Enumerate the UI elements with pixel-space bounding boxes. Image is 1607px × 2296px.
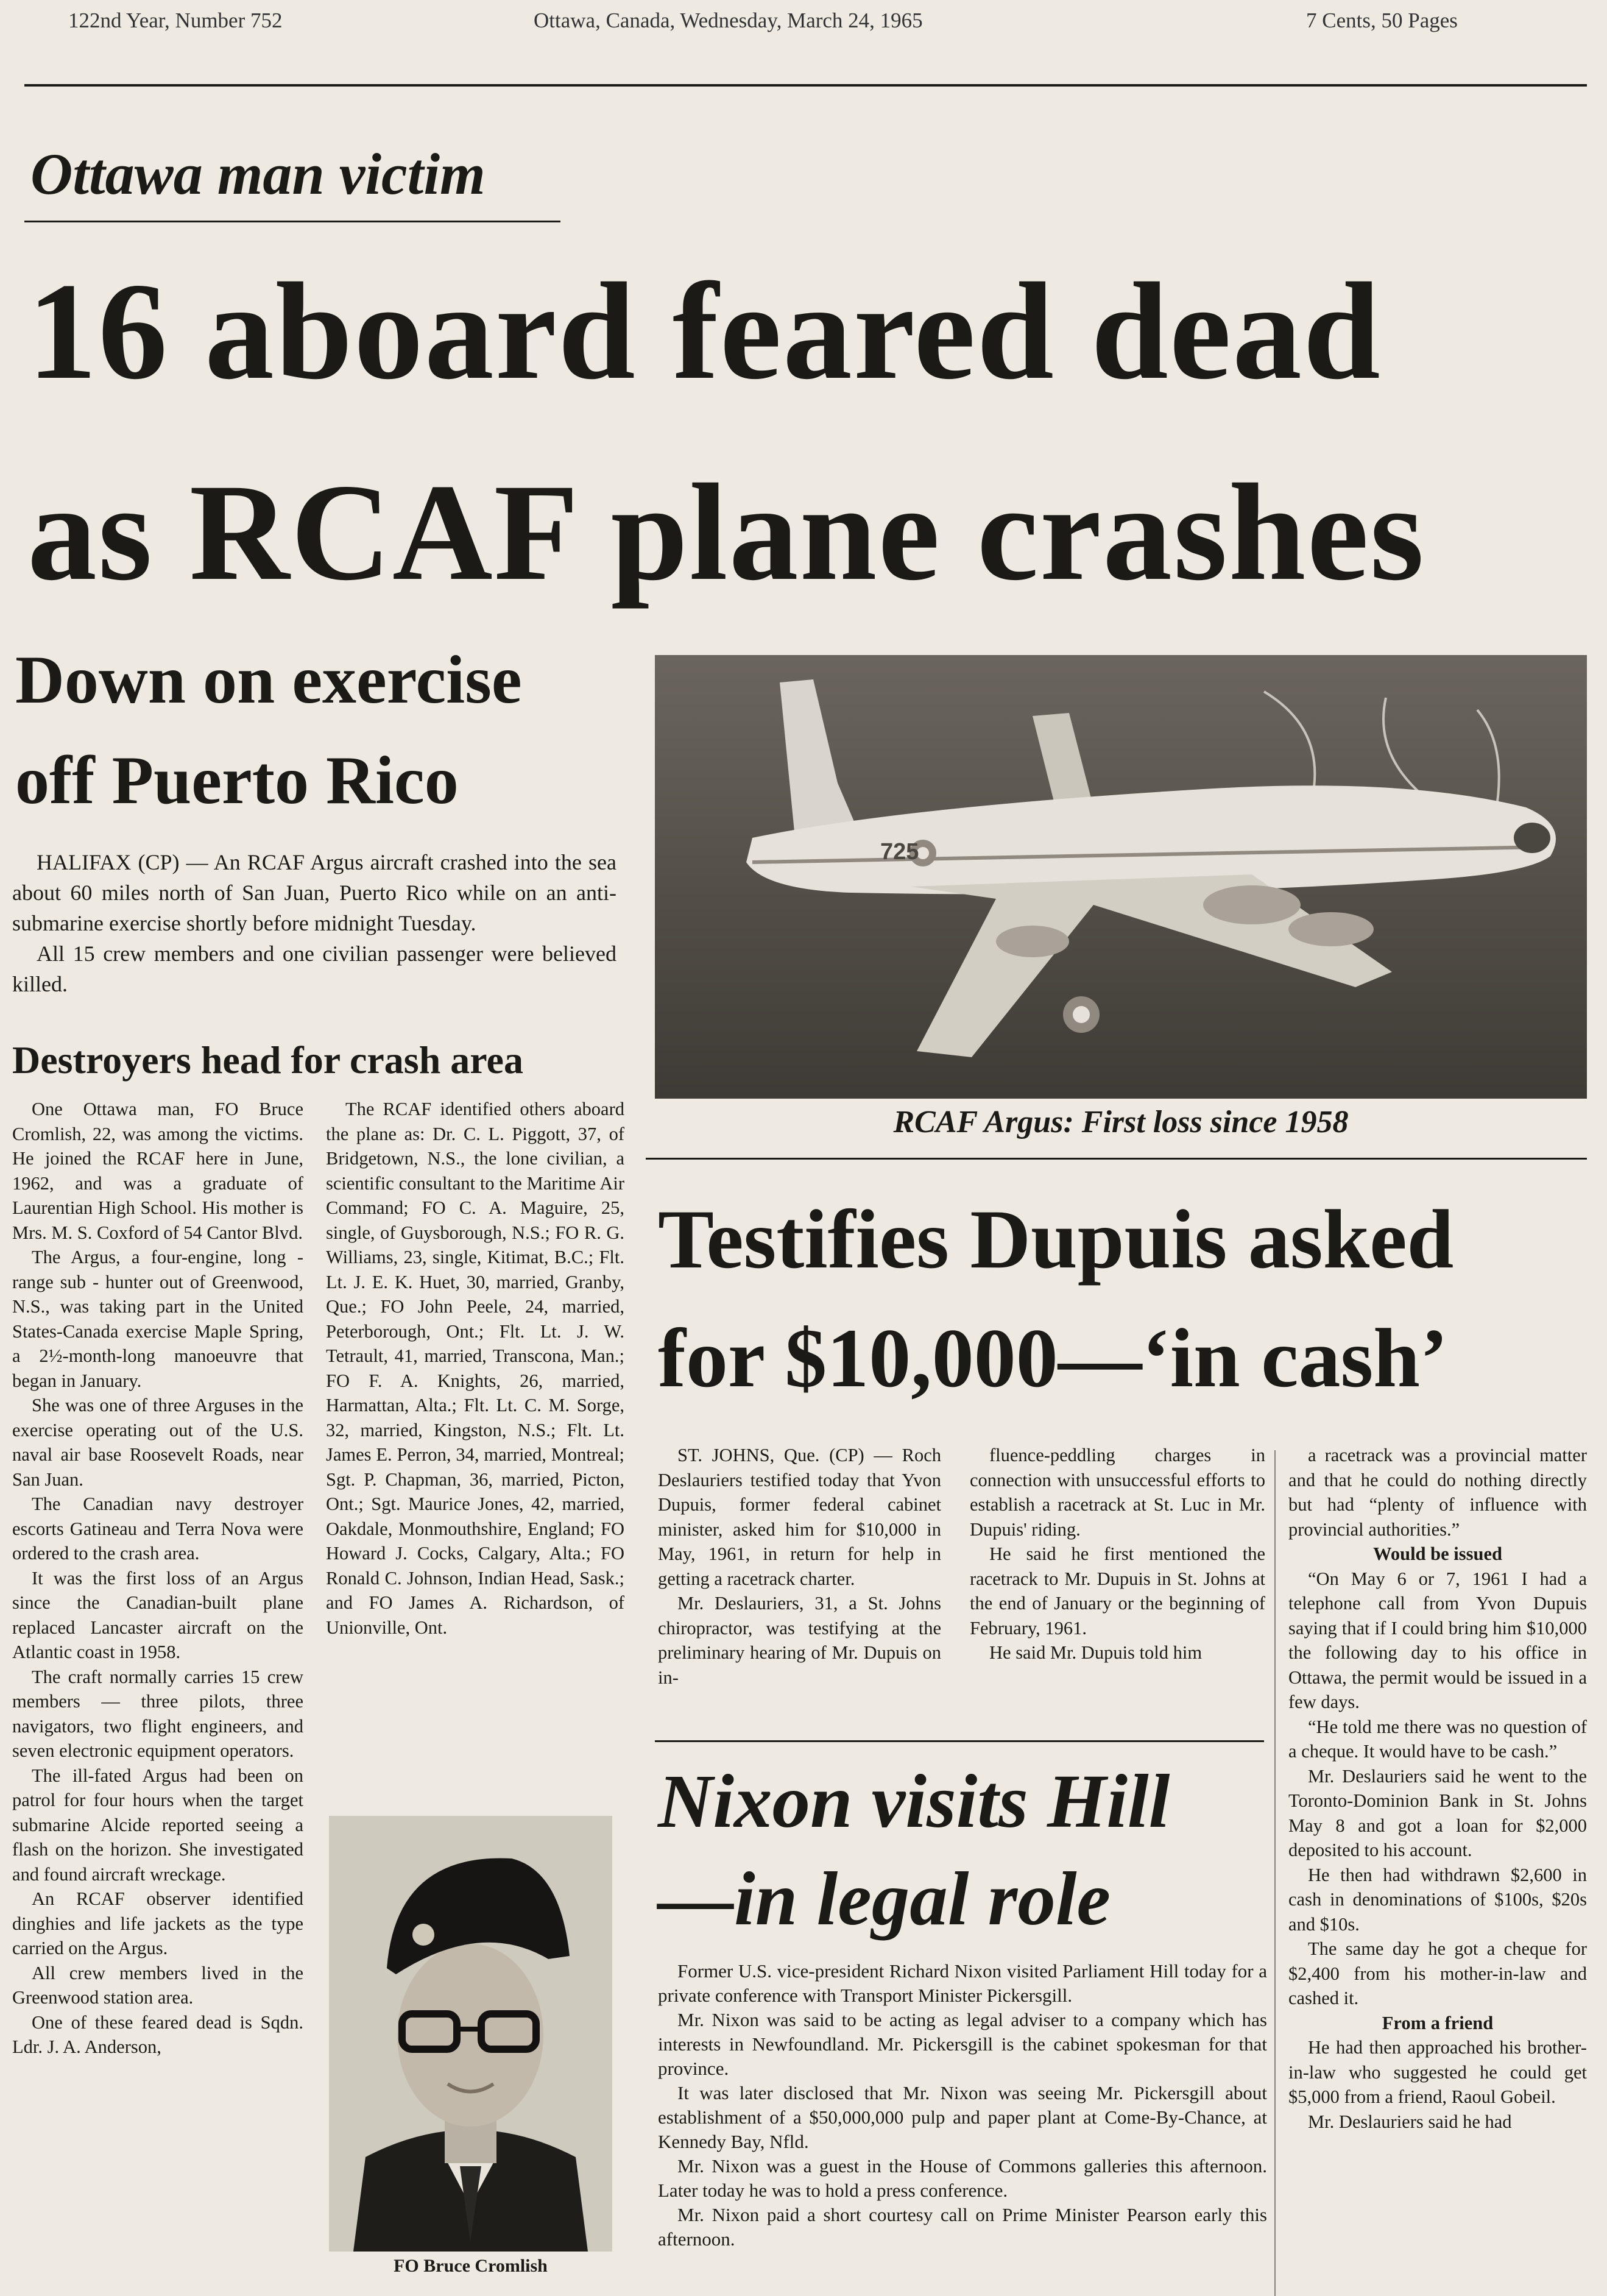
aircraft-image	[655, 655, 1587, 1099]
article-paragraph: ST. JOHNS, Que. (CP) — Roch Deslauriers testified today that Yvon Dupuis, former federal cabinet minister, asked him for $10,000 in May, 1961, in return for help in getting a racetrack charter.	[658, 1445, 941, 1589]
article-paragraph: An RCAF observer identified dinghies and life jackets as the type carried on the Argus.	[12, 1888, 303, 1958]
article-paragraph: Mr. Nixon was a guest in the House of Commons galleries this afternoon. Later today he was to hold a press conference.	[658, 2155, 1267, 2201]
lead-subhead: Destroyers head for crash area	[12, 1038, 523, 1082]
article-paragraph: a racetrack was a provincial matter and that he could do nothing directly but had “plenty of influence with provincial authorities.”	[1288, 1445, 1587, 1540]
lede-paragraph: HALIFAX (CP) — An RCAF Argus aircraft crashed into the sea about 60 miles north of San Juan, Puerto Rico while on an anti-submarine exercise shortly before midnight Tuesday.	[12, 850, 616, 935]
kicker-rule	[24, 221, 560, 222]
article-paragraph: “He told me there was no question of a cheque. It would have to be cash.”	[1288, 1716, 1587, 1762]
aircraft-tail-number: 725	[880, 839, 919, 865]
article-paragraph: The Canadian navy destroyer escorts Gatineau and Terra Nova were ordered to the crash area.	[12, 1493, 303, 1564]
lede-paragraph: All 15 crew members and one civilian passenger were believed killed.	[12, 941, 616, 996]
lead-story-column-2	[326, 1097, 624, 1804]
issue-number: 122nd Year, Number 752	[68, 9, 283, 32]
deck-line2: off Puerto Rico	[15, 743, 459, 818]
article-paragraph: “On May 6 or 7, 1961 I had a telephone call from Yvon Dupuis saying that if I could bring him $10,000 the following day to his office in Ottawa, the permit would be issued in a few days.	[1288, 1568, 1587, 1712]
nixon-story-body	[658, 1959, 1267, 2296]
article-paragraph: fluence-peddling charges in connection with unsuccessful efforts to establish a racetrack at St. Luc in Mr. Dupuis' riding.	[970, 1445, 1265, 1540]
article-paragraph: Mr. Nixon was said to be acting as legal adviser to a company which has interests in Newfoundland. Mr. Pickersgill is the cabinet spokesman for that province.	[658, 2009, 1267, 2079]
portrait-image	[329, 1816, 612, 2252]
article-paragraph: One of these feared dead is Sqdn. Ldr. J. A. Anderson,	[12, 2011, 303, 2057]
article-paragraph: He then had withdrawn $2,600 in cash in denominations of $100s, $20s and $10s.	[1288, 1864, 1587, 1935]
nixon-top-rule	[655, 1740, 1264, 1742]
article-paragraph: Mr. Deslauriers said he went to the Toronto-Dominion Bank in St. Johns May 8 and got a loan for $2,000 deposited to his account.	[1288, 1765, 1587, 1860]
article-paragraph: The RCAF identified others aboard the plane as: Dr. C. L. Piggott, 37, of Bridgetown, N.S., the lone civilian, a scientific consultant to the Maritime Air Command; FO C. A. Maguire, 25, single, of Guysborough, N.S.; FO R. G. Williams, 23, single, Kitimat, B.C.; Flt. Lt. J. E. K. Huet, 30, married, Granby, Que.; FO John Peele, 24, married, Peterborough, Ont.; Flt. Lt. J. W. Tetrault, 41, married, Transcona, Man.; FO F. A. Knights, 26, married, Harmattan, Alta.; Flt. Lt. C. M. Sorge, 32, married, Kingston, N.S.; Flt. Lt. James E. Perron, 34, married, Montreal; Sgt. P. Chapman, 36, married, Picton, Ont.; Sgt. Maurice Jones, 42, married, Oakdale, Monmouthshire, England; FO Howard J. Cocks, Calgary, Alta.; FO Ronald C. Johnson, Indian Head, Sask.; and FO James A. Richardson, of Unionville, Ont.	[326, 1099, 624, 1638]
kicker: Ottawa man victim	[30, 141, 486, 207]
aircraft-photo	[655, 655, 1587, 1099]
article-paragraph: Former U.S. vice-president Richard Nixon visited Parliament Hill today for a private conference with Transport Minister Pickersgill.	[658, 1960, 1267, 2006]
article-paragraph: It was the first loss of an Argus since the Canadian-built plane replaced Lancaster aircraft on the Atlantic coast in 1958.	[12, 1567, 303, 1662]
article-paragraph: Mr. Nixon paid a short courtesy call on Prime Minister Pearson early this afternoon.	[658, 2204, 1267, 2250]
dupuis-column-2	[970, 1443, 1265, 1748]
portrait-caption: FO Bruce Cromlish	[394, 2256, 548, 2276]
article-paragraph: He had then approached his brother-in-law who suggested he could get $5,000 from a friend, Raoul Gobeil.	[1288, 2037, 1587, 2107]
portrait-photo	[329, 1816, 612, 2252]
article-paragraph: The ill-fated Argus had been on patrol for four hours when the target submarine Alcide reported seeing a flash on the horizon. She investigated and found aircraft wreckage.	[12, 1765, 303, 1885]
article-paragraph: Mr. Deslauriers, 31, a St. Johns chiropractor, was testifying at the preliminary hearing of Mr. Dupuis on in-	[658, 1593, 941, 1688]
article-paragraph: The Argus, a four-engine, long - range sub - hunter out of Greenwood, N.S., was taking part in the United States-Canada exercise Maple Spring, a 2½-month-long manoeuvre that began in January.	[12, 1247, 303, 1391]
article-paragraph: All crew members lived in the Greenwood station area.	[12, 1962, 303, 2008]
column-divider	[1274, 1450, 1276, 2296]
nixon-headline-line1: Nixon visits Hill	[658, 1760, 1170, 1844]
lead-story-column-1	[12, 1097, 303, 2296]
deck-line1: Down on exercise	[15, 642, 522, 718]
article-paragraph: He said he first mentioned the racetrack to Mr. Dupuis in St. Johns at the end of January or the beginning of February, 1961.	[970, 1543, 1265, 1639]
dupuis-column-3	[1288, 1443, 1587, 2296]
dupuis-headline-line1: Testifies Dupuis asked	[658, 1192, 1454, 1286]
article-paragraph: The same day he got a cheque for $2,400 from his mother-in-law and cashed it.	[1288, 1938, 1587, 2008]
caption-rule	[646, 1158, 1587, 1160]
article-paragraph: She was one of three Arguses in the exercise operating out of the U.S. naval air base Roosevelt Roads, near San Juan.	[12, 1395, 303, 1490]
dupuis-headline-line2: for $10,000—‘in cash’	[658, 1311, 1448, 1405]
lead-story-lede	[12, 847, 616, 999]
article-paragraph: He said Mr. Dupuis told him	[989, 1642, 1203, 1663]
article-paragraph: One Ottawa man, FO Bruce Cromlish, 22, was among the victims. He joined the RCAF here in June, 1962, and was a graduate of Laurentian High School. His mother is Mrs. M. S. Coxford of 54 Cantor Blvd.	[12, 1099, 303, 1243]
banner-headline-line2: as RCAF plane crashes	[27, 456, 1425, 609]
article-paragraph: The craft normally carries 15 crew members — three pilots, three navigators, two flight engineers, and seven electronic equipment operators.	[12, 1666, 303, 1761]
article-paragraph: Mr. Deslauriers said he had	[1308, 2111, 1512, 2132]
nixon-headline-line2: —in legal role	[658, 1857, 1111, 1941]
dateline: Ottawa, Canada, Wednesday, March 24, 1965	[534, 9, 923, 32]
price: 7 Cents, 50 Pages	[1306, 9, 1458, 32]
dupuis-column-1	[658, 1443, 941, 1748]
article-paragraph: It was later disclosed that Mr. Nixon was seeing Mr. Pickersgill about establishment of a $50,000,000 pulp and paper plant at Come-By-Chance, at Kennedy Bay, Nfld.	[658, 2082, 1267, 2152]
masthead-rule	[24, 84, 1587, 87]
banner-headline-line1: 16 aboard feared dead	[27, 255, 1382, 408]
aircraft-photo-caption: RCAF Argus: First loss since 1958	[893, 1105, 1349, 1139]
dupuis-subhead-from-a-friend: From a friend	[1382, 2012, 1494, 2033]
dupuis-subhead-would-be-issued: Would be issued	[1373, 1543, 1502, 1564]
